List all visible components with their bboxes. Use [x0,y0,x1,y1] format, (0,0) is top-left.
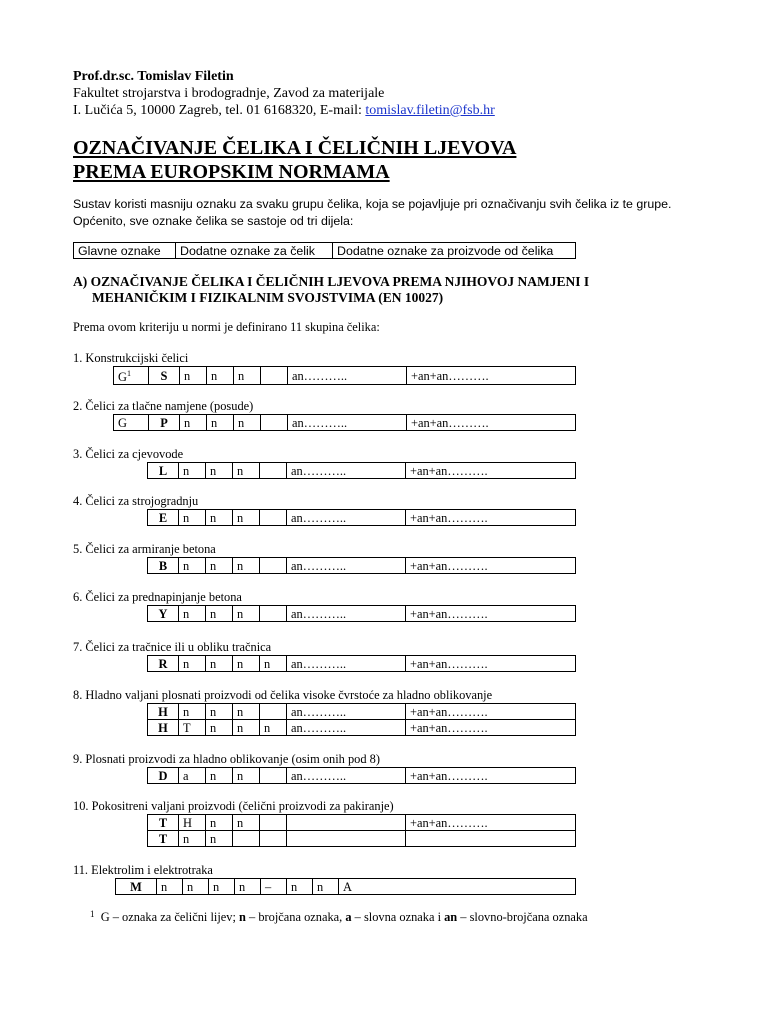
code-cell: n [183,879,209,895]
code-cell: n [207,415,234,431]
code-cell: n [260,720,287,736]
group-letter: S [149,367,180,385]
an-cell: an……….. [288,415,407,431]
an-plus-cell: +an+an………. [406,510,576,526]
author-faculty: Fakultet strojarstva i brodogradnje, Zavod za materijale [73,86,385,101]
title-line-1: OZNAČIVANJE ČELIKA I ČELIČNIH LJEVOVA [73,137,517,159]
code-cell: n [206,606,233,622]
group-letter: H [148,704,179,720]
group-code-table [113,814,576,847]
group-letter: L [148,463,179,479]
an-cell: an……….. [288,367,407,385]
group-label: 8. Hladno valjani plosnati proizvodi od čelika visoke čvrstoće za hladno oblikovanje [73,688,493,702]
parts-cell-products: Dodatne oznake za proizvode od čelika [333,243,576,259]
code-cell: n [233,558,260,574]
code-cell: n [233,768,260,784]
code-cell: n [207,367,234,385]
an-plus-cell: +an+an………. [406,768,576,784]
an-cell: an……….. [287,558,406,574]
parts-table [73,242,576,259]
an-cell: an……….. [287,704,406,720]
code-cell [260,606,287,622]
author-address: I. Lučića 5, 10000 Zagreb, tel. 01 6168320, E-mail: tomislav.filetin@fsb.hr [73,103,495,118]
cast-marker-cell [113,704,148,720]
code-cell: n [287,879,313,895]
code-cell [260,510,287,526]
code-cell: n [206,831,233,847]
group-label: 5. Čelici za armiranje betona [73,542,216,556]
cast-marker-cell [113,463,148,479]
group-label: 10. Pokositreni valjani proizvodi (čelični proizvodi za pakiranje) [73,799,394,813]
code-cell: n [179,831,206,847]
code-cell: n [206,510,233,526]
group-label: 9. Plosnati proizvodi za hladno oblikovanje (osim onih pod 8) [73,752,380,766]
cast-marker-cell [113,720,148,736]
group-letter: R [148,656,179,672]
group-code-table [113,509,576,526]
code-cell: n [179,558,206,574]
an-cell: an……….. [287,656,406,672]
code-cell: n [209,879,235,895]
group-code-table [115,878,576,895]
code-cell: n [179,656,206,672]
an-cell [287,831,406,847]
cast-marker-cell [113,558,148,574]
code-cell: n [313,879,339,895]
code-cell: H [179,815,206,831]
code-cell: n [180,367,207,385]
cast-marker-cell [113,815,148,831]
code-cell: n [206,720,233,736]
code-cell: T [179,720,206,736]
an-plus-cell: +an+an………. [406,606,576,622]
cast-marker-cell [113,606,148,622]
an-plus-cell: +an+an………. [406,463,576,479]
cast-marker-cell [113,831,148,847]
group-code-table [113,414,576,431]
cast-marker-cell [113,510,148,526]
title-line-2: PREMA EUROPSKIM NORMAMA [73,161,390,183]
code-cell: a [179,768,206,784]
cast-marker-cell [113,768,148,784]
group-code-table [113,605,576,622]
code-cell: n [233,510,260,526]
an-plus-cell: +an+an………. [407,415,576,431]
parts-cell-main: Glavne oznake [74,243,176,259]
an-cell: an……….. [287,720,406,736]
code-cell: n [206,463,233,479]
group-code-table [113,767,576,784]
author-block [73,68,495,119]
code-cell [261,415,288,431]
group-code-table [113,462,576,479]
an-cell [287,815,406,831]
group-letter: B [148,558,179,574]
intro-paragraph: Sustav koristi masniju oznaku za svaku grupu čelika, koja se pojavljuje pri označivanju svih čelika iz te grupe. Općenito, sve oznake čelika se sastoje od tri dijela: [73,197,672,228]
group-label: 7. Čelici za tračnice ili u obliku tračnica [73,640,272,654]
code-cell [261,367,288,385]
code-cell: n [206,656,233,672]
code-cell [260,558,287,574]
code-cell: n [233,656,260,672]
code-cell [260,831,287,847]
code-cell: n [233,815,260,831]
group-label: 11. Elektrolim i elektrotraka [73,863,213,877]
cast-marker-cell [113,656,148,672]
group-letter: P [149,415,180,431]
group-letter: E [148,510,179,526]
group-code-table [113,655,576,672]
code-cell: n [179,510,206,526]
code-cell: n [206,768,233,784]
an-plus-cell: +an+an………. [406,815,576,831]
code-cell: n [179,463,206,479]
code-cell: n [206,704,233,720]
group-code-table [113,703,576,736]
group-letter: T [148,831,179,847]
author-name: Prof.dr.sc. Tomislav Filetin [73,69,234,84]
code-cell: n [260,656,287,672]
code-cell: n [233,704,260,720]
an-cell: an……….. [287,510,406,526]
code-cell: n [179,606,206,622]
group-label: 2. Čelici za tlačne namjene (posude) [73,399,254,413]
page-title [73,136,516,184]
code-cell [233,831,260,847]
an-cell: an……….. [287,463,406,479]
code-cell: n [234,415,261,431]
code-cell: n [206,558,233,574]
cast-marker-cell: $G^1$ [114,367,149,385]
group-letter: H [148,720,179,736]
group-label: 6. Čelici za prednapinjanje betona [73,590,242,604]
an-plus-cell: +an+an………. [406,720,576,736]
code-cell [260,463,287,479]
code-cell: A [339,879,576,895]
group-letter: M [116,879,157,895]
an-cell: an……….. [287,768,406,784]
group-label: 1. Konstrukcijski čelici [73,351,189,365]
parts-cell-steel: Dodatne oznake za čelik [176,243,333,259]
cast-marker-cell: G [114,415,149,431]
code-cell [260,704,287,720]
code-cell [260,815,287,831]
code-cell: n [233,606,260,622]
code-cell: n [179,704,206,720]
an-plus-cell: +an+an………. [406,656,576,672]
an-plus-cell: +an+an………. [407,367,576,385]
group-letter: T [148,815,179,831]
group-label: 4. Čelici za strojogradnju [73,494,199,508]
an-cell: an……….. [287,606,406,622]
group-label: 3. Čelici za cjevovode [73,447,184,461]
code-cell: n [235,879,261,895]
code-cell: n [206,815,233,831]
an-plus-cell: +an+an………. [406,704,576,720]
group-letter: Y [148,606,179,622]
code-cell [260,768,287,784]
code-cell: n [180,415,207,431]
group-code-table [113,366,576,385]
code-cell: n [234,367,261,385]
criterion-text: Prema ovom kriteriju u normi je definirano 11 skupina čelika: [73,320,380,334]
an-plus-cell [406,831,576,847]
group-code-table [113,557,576,574]
group-letter: D [148,768,179,784]
email-link[interactable]: tomislav.filetin@fsb.hr [365,103,495,118]
footnote: $^1$ G – oznaka za čelični lijev; n – brojčana oznaka, a – slovna oznaka i an – slovno-brojčana oznaka [90,909,588,924]
an-plus-cell: +an+an………. [406,558,576,574]
code-cell: n [157,879,183,895]
code-cell: – [261,879,287,895]
section-a-heading: A) OZNAČIVANJE ČELIKA I ČELIČNIH LJEVOVA PREMA NJIHOVOJ NAMJENI I MEHANIČKIM I FIZIKALNIM SVOJSTVIMA (EN 10027) [73,274,590,305]
code-cell: n [233,463,260,479]
code-cell: n [233,720,260,736]
